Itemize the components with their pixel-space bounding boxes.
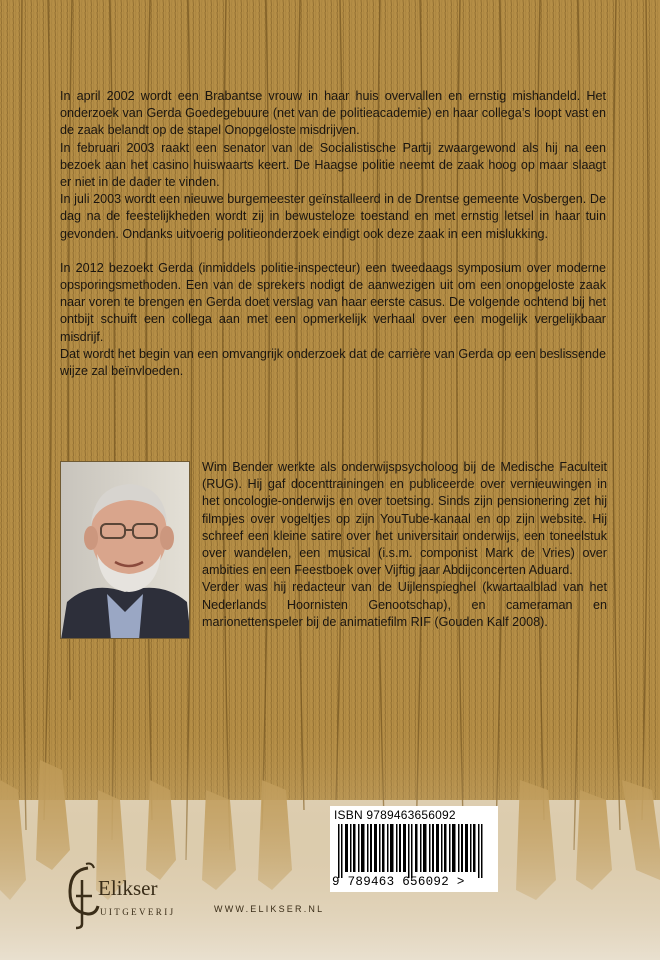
- synopsis-paragraph-3: In juli 2003 wordt een nieuwe burgemeester geïnstalleerd in de Drentse gemeente Vosbergen. De dag na de feestelijkheden wordt zij in bewusteloze toestand en met ernstig letsel in haar tuin gevonden. Ondanks uitvoerig politieonderzoek eindigt ook deze zaak in een mislukking.: [60, 192, 606, 241]
- paragraph-gap: [60, 243, 606, 260]
- publisher-name: Elikser: [98, 876, 158, 900]
- author-bio-paragraph-1: Wim Bender werkte als onderwijspsycholoog bij de Medische Faculteit (RUG). Hij gaf docenttrainingen en publiceerde over vernieuwingen in het oncologie-onderwijs en over toetsing. Sinds zijn pensionering zet hij filmpjes over vogeltjes op zijn YouTube-kanaal en op zijn website. Hij schreef een kleine satire over het universitair onderwijs, een toneelstuk over wandelen, een musical (i.s.m. componist Mark de Vries) over ambities en een Feestboek over Vijftig jaar Abdijconcerten Aduard.: [202, 460, 607, 578]
- isbn-barcode: [330, 806, 498, 892]
- synopsis: [60, 88, 606, 380]
- author-portrait-illustration: [61, 462, 190, 639]
- synopsis-paragraph-4: In 2012 bezoekt Gerda (inmiddels politie-inspecteur) een tweedaags symposium over moderne opsporingsmethoden. Een van de sprekers nodigt de aanwezigen uit om een onopgeloste zaak naar voren te brengen en Gerda doet verslag van haar eerste casus. De volgende ochtend bij het ontbijt schuift een collega aan met een opmerkelijk verhaal over een mogelijk vergelijkbaar misdrijf.: [60, 260, 606, 344]
- publisher-subtitle: UITGEVERIJ: [100, 907, 176, 917]
- barcode-bars: [338, 824, 490, 878]
- synopsis-paragraph-2: In februari 2003 raakt een senator van de Socialistische Partij zwaargewond als hij na een bezoek aan het casino huiswaarts keert. De Haagse politie neemt de zaak hoog op maar slaagt er niet in de dader te vinden.: [60, 140, 606, 190]
- publisher-logo: [62, 860, 202, 930]
- synopsis-paragraph-5: Dat wordt het begin van een omvangrijk onderzoek dat de carrière van Gerda op een beslissende wijze zal beïnvloeden.: [60, 346, 606, 379]
- isbn-digits: 9 789463 656092 >: [332, 875, 465, 889]
- synopsis-paragraph-1: In april 2002 wordt een Brabantse vrouw in haar huis overvallen en ernstig mishandeld. Het onderzoek van Gerda Goedegebuure (net van de politieacademie) en haar collega’s loopt vast en de zaak belandt op de stapel Onopgeloste misdrijven.: [60, 89, 606, 138]
- author-bio-paragraph-2: Verder was hij redacteur van de Uijlenspieghel (kwartaalblad van het Nederlands Hoornisten Genootschap), en cameraman en marionettenspeler bij de animatiefilm RIF (Gouden Kalf 2008).: [202, 580, 607, 629]
- publisher-monogram-icon: [62, 860, 102, 930]
- isbn-label: ISBN 9789463656092: [334, 808, 456, 822]
- author-photo: [60, 461, 190, 639]
- publisher-website: WWW.ELIKSER.NL: [214, 904, 325, 914]
- author-bio: [202, 459, 607, 631]
